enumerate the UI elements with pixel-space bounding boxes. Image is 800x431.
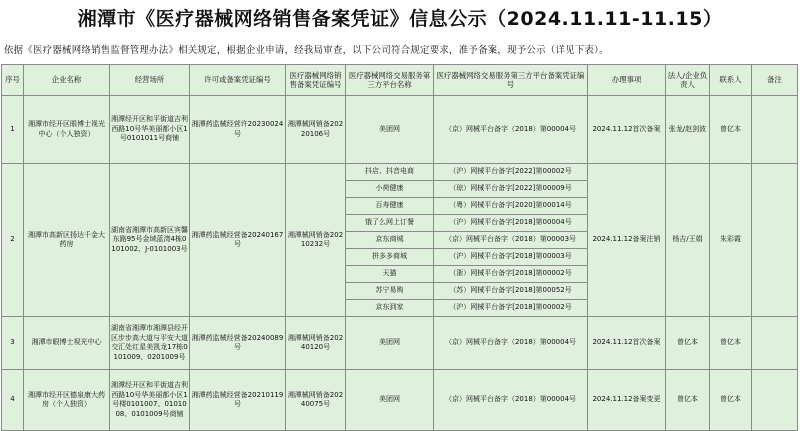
- cell-platform: 饿了么网上订餐: [346, 215, 434, 232]
- cell-platform-cert: （苏）网械平台备字[2018]第00052号: [434, 283, 588, 300]
- cell-platform: 苏宁易购: [346, 283, 434, 300]
- cell-action: 2024.11.12备案注销: [588, 164, 666, 317]
- cell-company: 湘潭市高新区扬达千金大药房: [24, 164, 110, 317]
- cell-action: 2024.11.12首次备案: [588, 317, 666, 370]
- cell-platform-cert: （沪）网械平台备字[2018]第00002号: [434, 300, 588, 317]
- cell-platform: 美团网: [346, 317, 434, 370]
- cell-address: 湖南省湘潭市高新区宾馨东路95号金域蓝湾4栋0101002、J-0101003号: [110, 164, 190, 317]
- cell-address: 湘潭经开区和平街道吉利西路10号华美丽都小区1号楼0101007、0101008、0101009号商铺: [110, 370, 190, 431]
- column-header: 医疗器械网络交易服务第三方平台备案凭证编号: [434, 65, 588, 96]
- column-header: 医疗器械网络销售备案凭证编号: [286, 65, 346, 96]
- cell-platform-cert: （沪）网械平台备字[2018]第00003号: [434, 249, 588, 266]
- column-header: 许可或备案凭证编号: [190, 65, 286, 96]
- cell-address: 湖南省湘潭市湘潭县经开区步步高大道与平安大道交汇处红星美凯龙17栋0101009、0201009号: [110, 317, 190, 370]
- cell-platform: 京东商城: [346, 232, 434, 249]
- cell-platform-cert: （浙）网械平台备字[2018]第00002号: [434, 266, 588, 283]
- cell-platform: 美团网: [346, 96, 434, 164]
- cell-note: [752, 96, 798, 164]
- cell-platform-cert: （粤）网械平台备字[2020]第00014号: [434, 198, 588, 215]
- cell-platform-cert: （琼）网械平台备字[2022]第00009号: [434, 181, 588, 198]
- cell-platform-cert: （京）网械平台备字（2018）第00003号: [434, 232, 588, 249]
- cell-no: 4: [2, 370, 24, 431]
- cell-license: 湘潭药监械经营备20210119号: [190, 370, 286, 431]
- table-row: [2, 164, 798, 181]
- cell-action: 2024.11.12备案变更: [588, 370, 666, 431]
- cell-license: 湘潭药监械经营备20240089号: [190, 317, 286, 370]
- page-title: 湘潭市《医疗器械网络销售备案凭证》信息公示（2024.11.11-11.15）: [77, 8, 723, 30]
- cell-platform: 天猫: [346, 266, 434, 283]
- cell-contact: 曾亿本: [710, 370, 752, 431]
- column-header: 医疗器械网络交易服务第三方平台名称: [346, 65, 434, 96]
- column-header: 序号: [2, 65, 24, 96]
- cell-no: 2: [2, 164, 24, 317]
- table-row: [2, 96, 798, 164]
- cell-platform-cert: （京）网械平台备字（2018）第00004号: [434, 317, 588, 370]
- cell-license: 湘潭药监械经营备20240167号: [190, 164, 286, 317]
- cell-contact: 曾亿本: [710, 317, 752, 370]
- column-header: 经营场所: [110, 65, 190, 96]
- filing-table: [1, 64, 798, 431]
- cell-no: 3: [2, 317, 24, 370]
- cell-contact: 曾亿本: [710, 96, 752, 164]
- cell-record: 湘潭械网销备20240120号: [286, 317, 346, 370]
- intro-text: 依据《医疗器械网络销售监督管理办法》相关规定，根据企业申请，经我局审查，以下公司符合规定要求，准予备案，现予公示（详见下表）。: [4, 45, 609, 56]
- cell-action: 2024.11.12首次备案: [588, 96, 666, 164]
- column-header: 企业名称: [24, 65, 110, 96]
- cell-contact: 朱彩霞: [710, 164, 752, 317]
- cell-platform: 京东到家: [346, 300, 434, 317]
- table-row: [2, 370, 798, 431]
- cell-company: 湘潭市眼博士视光中心: [24, 317, 110, 370]
- cell-record: 湘潭械网销备20240075号: [286, 370, 346, 431]
- cell-platform-cert: （沪）网械平台备字[2022]第00002号: [434, 164, 588, 181]
- cell-note: [752, 370, 798, 431]
- cell-platform: 美团网: [346, 370, 434, 431]
- cell-note: [752, 164, 798, 317]
- cell-note: [752, 317, 798, 370]
- cell-record: 湘潭械网销备20220106号: [286, 96, 346, 164]
- column-header: 备注: [752, 65, 798, 96]
- cell-platform-cert: （京）网械平台备字（2018）第00004号: [434, 370, 588, 431]
- cell-platform: 拼多多商城: [346, 249, 434, 266]
- column-header: 办理事项: [588, 65, 666, 96]
- cell-platform: 百寿健康: [346, 198, 434, 215]
- cell-address: 湘潭经开区和平街道吉利西路10号华美丽都小区1号0101011号商铺: [110, 96, 190, 164]
- table-row: [2, 317, 798, 370]
- column-header: 法人/企业负责人: [666, 65, 710, 96]
- cell-legal: 张龙/赵剑波: [666, 96, 710, 164]
- cell-record: 湘潭械网销备20210232号: [286, 164, 346, 317]
- cell-platform-cert: （沪）网械平台备字[2018]第00004号: [434, 215, 588, 232]
- cell-legal: 曾亿本: [666, 317, 710, 370]
- cell-no: 1: [2, 96, 24, 164]
- cell-legal: 曾亿本: [666, 370, 710, 431]
- cell-company: 湘潭市经开区德泉康大药房（个人独资）: [24, 370, 110, 431]
- cell-platform: 抖店、抖音电商: [346, 164, 434, 181]
- table-header-row: [2, 65, 798, 96]
- cell-platform-cert: （京）网械平台备字（2018）第00004号: [434, 96, 588, 164]
- cell-platform: 小荷健康: [346, 181, 434, 198]
- cell-license: 湘潭药监械经营许20230024号: [190, 96, 286, 164]
- cell-legal: 杨吉/王娟: [666, 164, 710, 317]
- cell-company: 湘潭市经开区眼博士视光中心（个人独资）: [24, 96, 110, 164]
- column-header: 联系人: [710, 65, 752, 96]
